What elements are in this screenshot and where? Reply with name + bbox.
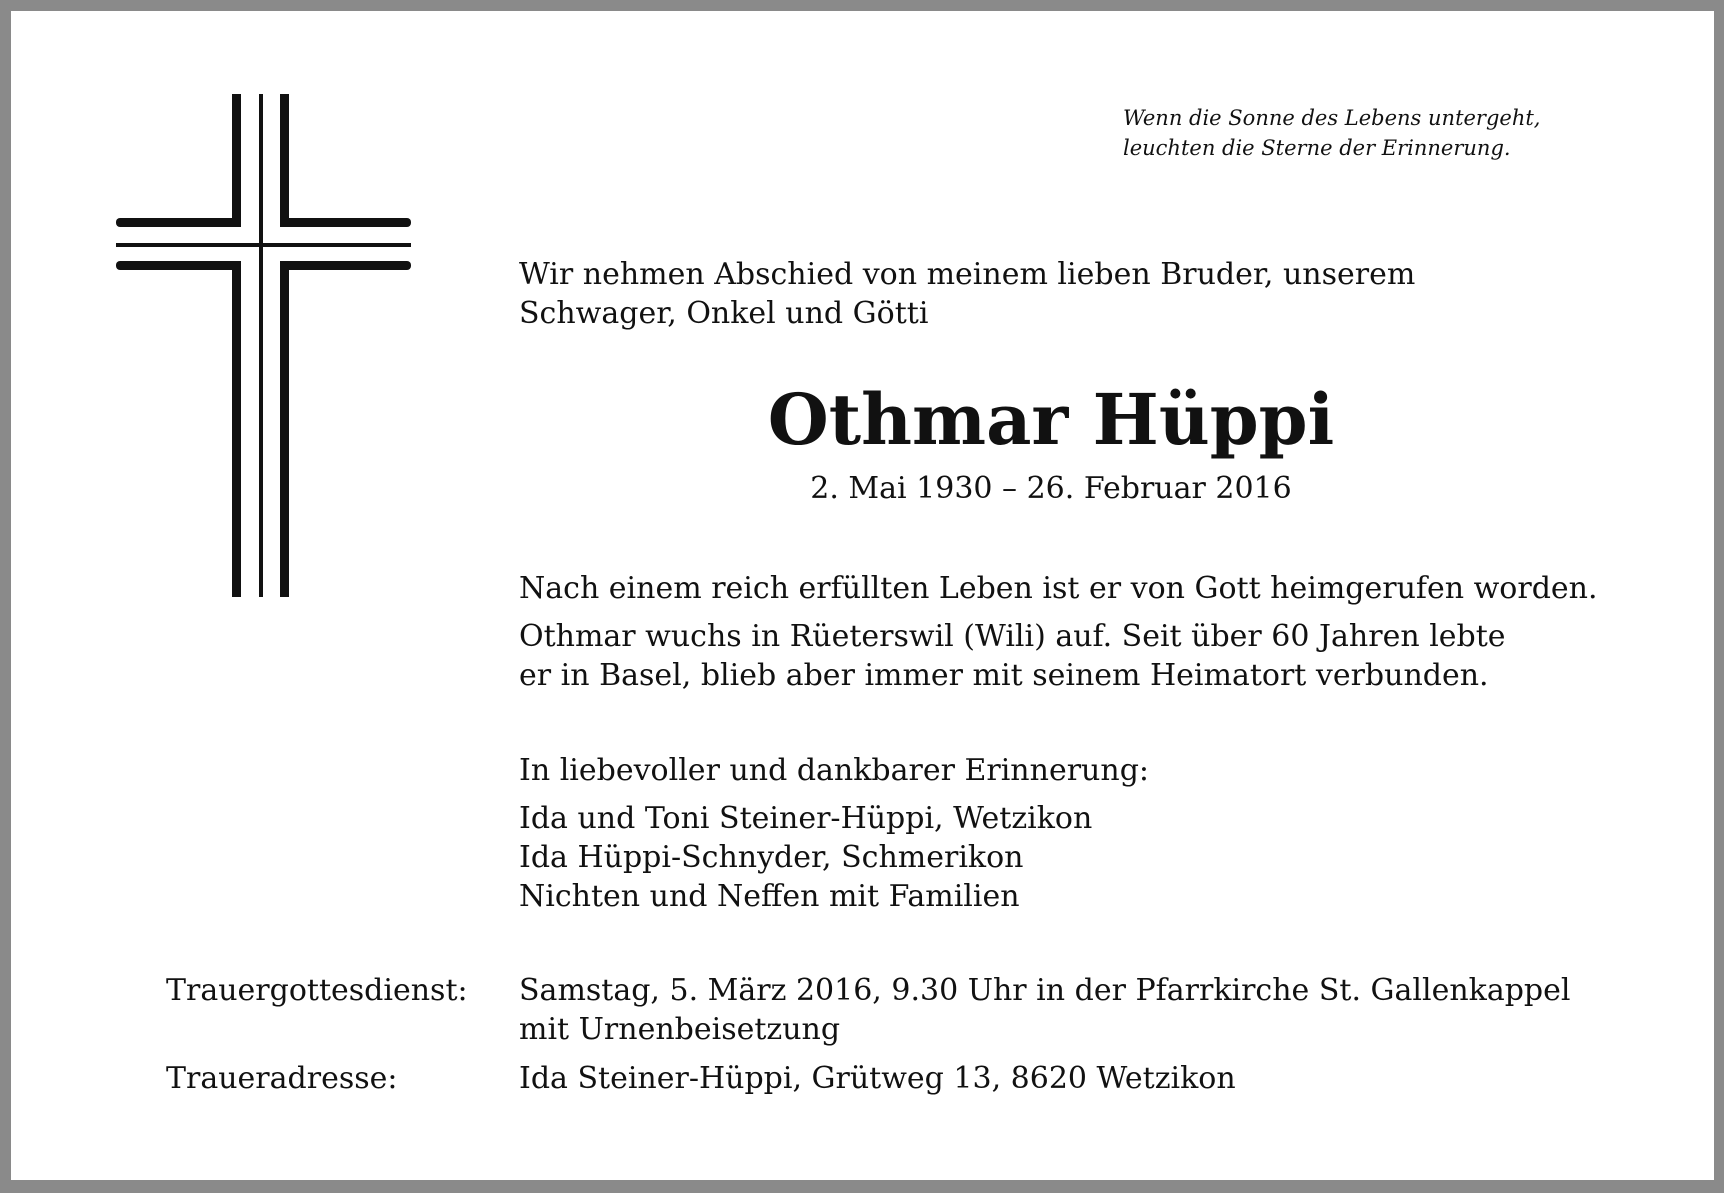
service-line: mit Urnenbeisetzung xyxy=(519,1012,841,1047)
address-line: Ida Steiner-Hüppi, Grütweg 13, 8620 Wetzikon xyxy=(519,1061,1236,1096)
life-dates: 2. Mai 1930 – 26. Februar 2016 xyxy=(810,471,1292,506)
service-line: Samstag, 5. März 2016, 9.30 Uhr in der Pfarrkirche St. Gallenkappel xyxy=(519,973,1571,1008)
intro-line: Wir nehmen Abschied von meinem lieben Bruder, unserem xyxy=(519,257,1416,292)
address-value xyxy=(519,1059,1619,1098)
mourner-item: Ida Hüppi-Schnyder, Schmerikon xyxy=(519,840,1024,875)
motto-quote xyxy=(1123,103,1683,163)
obituary-card xyxy=(11,11,1714,1180)
mourners-list xyxy=(519,799,1619,916)
paragraph-line: Othmar wuchs in Rüeterswil (Wili) auf. Seit über 60 Jahren lebte xyxy=(519,619,1506,654)
intro-line: Schwager, Onkel und Götti xyxy=(519,296,929,331)
intro-text xyxy=(519,255,1619,333)
mourner-item: Nichten und Neffen mit Familien xyxy=(519,879,1020,914)
mourner-item: Ida und Toni Steiner-Hüppi, Wetzikon xyxy=(519,801,1093,836)
paragraph-line: er in Basel, blieb aber immer mit seinem Heimatort verbunden. xyxy=(519,658,1489,693)
motto-line: Wenn die Sonne des Lebens untergeht, xyxy=(1123,106,1541,130)
motto-line: leuchten die Sterne der Erinnerung. xyxy=(1123,136,1511,160)
service-details xyxy=(519,971,1619,1049)
remembrance-intro xyxy=(519,751,1619,790)
cross-icon xyxy=(116,94,411,597)
deceased-name: Othmar Hüppi xyxy=(767,378,1335,461)
paragraph-line: Nach einem reich erfüllten Leben ist er von Gott heimgerufen worden. xyxy=(519,571,1598,606)
paragraph-called-home xyxy=(519,569,1619,608)
paragraph-line: In liebevoller und dankbarer Erinnerung: xyxy=(519,753,1149,788)
address-label: Traueradresse: xyxy=(166,1061,398,1096)
service-label: Trauergottesdienst: xyxy=(166,973,468,1008)
paragraph-biography xyxy=(519,617,1619,695)
